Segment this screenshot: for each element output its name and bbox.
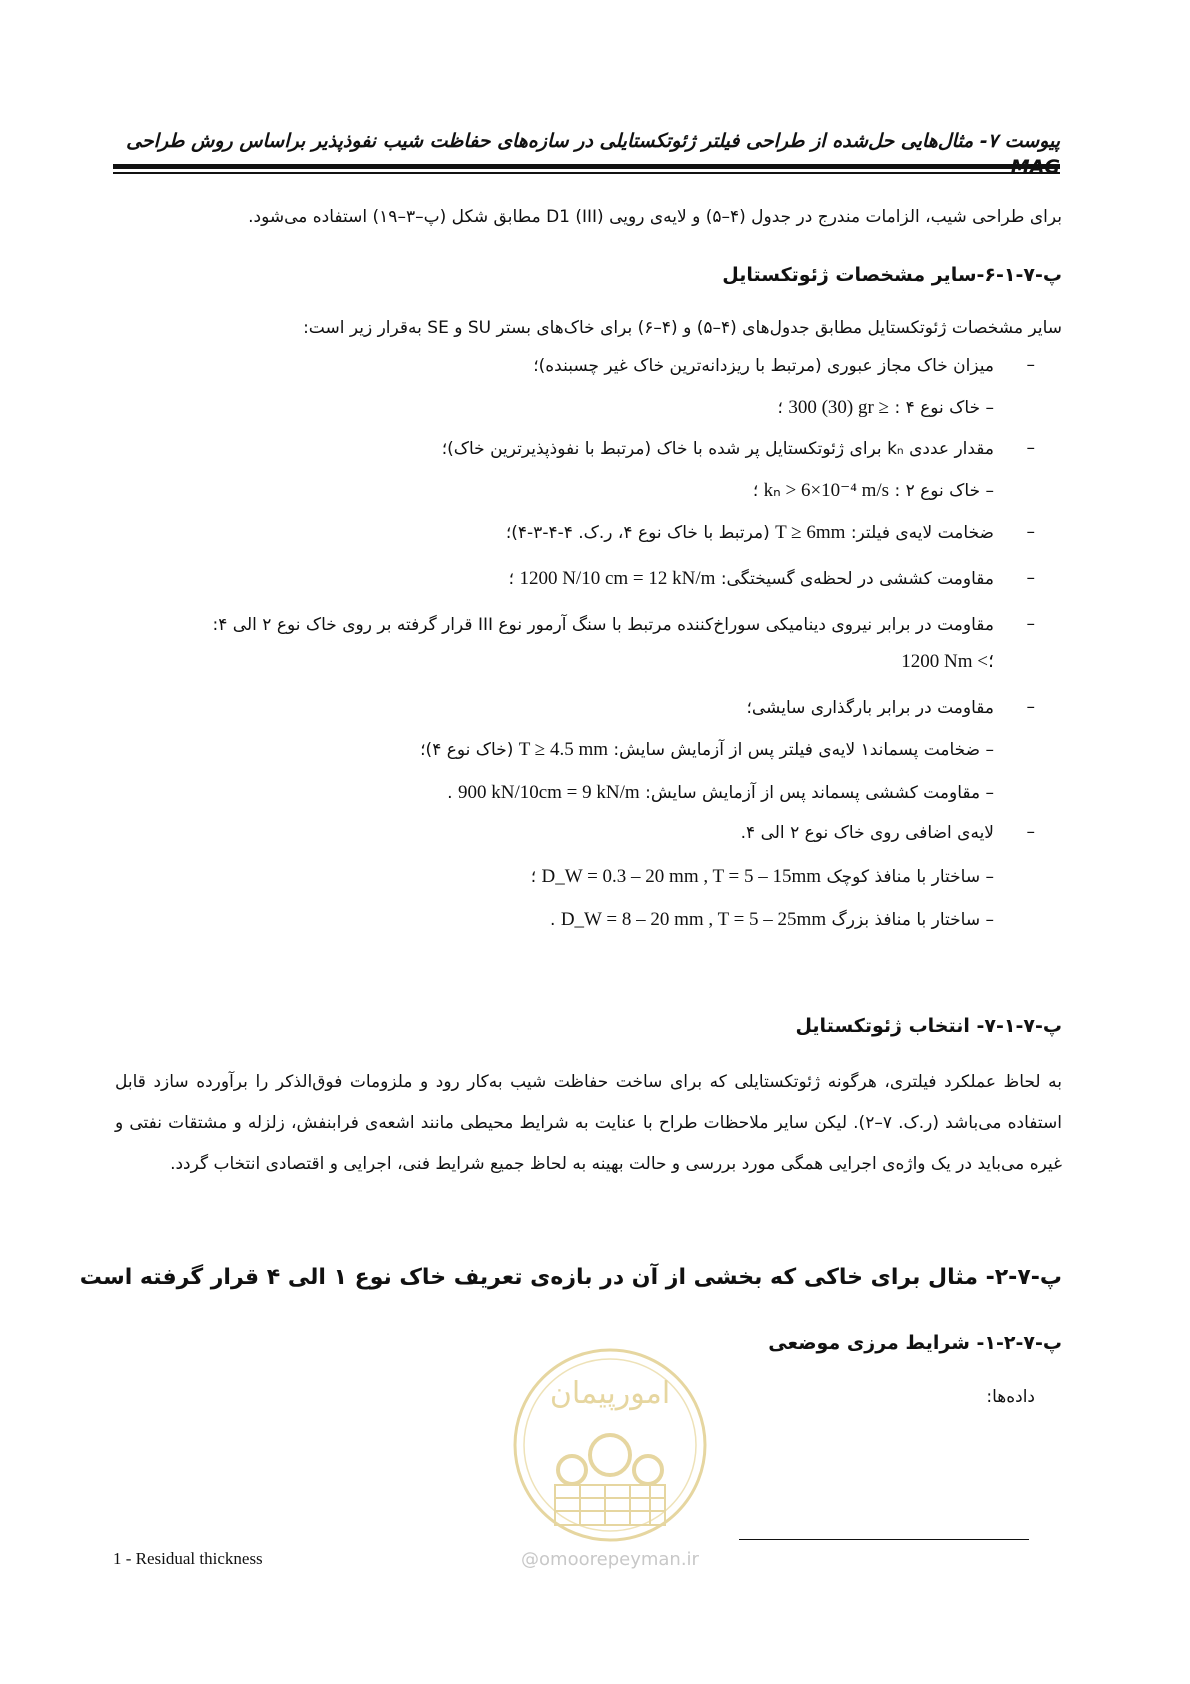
- bullet-dash: –: [1026, 822, 1035, 842]
- section-6-lead: سایر مشخصات ژئوتکستایل مطابق جدول‌های (۴–۵) و (۴–۶) برای خاک‌های بستر SU و SE به‌قرار زیر است:: [303, 318, 1062, 338]
- watermark-url: @omoorepeyman.ir: [521, 1549, 699, 1570]
- bullet-dash: –: [1026, 568, 1035, 588]
- data-label: داده‌ها:: [986, 1387, 1035, 1407]
- header-rule-thick: [113, 164, 1060, 169]
- list-item: مقاومت در برابر بارگذاری سایشی؛: [746, 698, 994, 718]
- header-rule-thin: [113, 172, 1060, 174]
- bullet-dash: –: [1026, 438, 1035, 458]
- sub-item: – ساختار با منافذ بزرگ D_W = 8 – 20 mm , T = 5 – 25mm .: [550, 909, 994, 930]
- footnote: 1 - Residual thickness: [113, 1549, 263, 1568]
- section-7-paragraph: به لحاظ عملکرد فیلتری، هرگونه ژئوتکستایلی که برای ساخت حفاظت شیب به‌کار رود و ملزومات فوق‌الذکر را برآورده سازد قابل استفاده می‌باشد (ر.ک. ۷–۲). لیکن سایر ملاحظات طراح با عنایت به شرایط محیطی مانند اشعه‌ی فرابنفش، زلزله و مشتقات نفتی و غیره می‌باید در یک واژه‌ی اجرایی همگی مورد بررسی و حالت بهینه به لحاظ جمیع شرایط فنی، اجرایی و اقتصادی انتخاب گردد.: [115, 1072, 1062, 1174]
- watermark-text: امورپیمان: [549, 1376, 671, 1411]
- section-heading-7: پ-۷-۱-۷- انتخاب ژئوتکستایل: [795, 1015, 1062, 1037]
- list-item-continuation: 1200 Nm <؛: [901, 651, 994, 672]
- watermark-logo: [490, 1335, 730, 1575]
- subsection-heading: پ-۷-۲-۱- شرایط مرزی موضعی: [768, 1332, 1062, 1354]
- list-item: مقاومت کششی در لحظه‌ی گسیختگی: 1200 N/10 cm = 12 kN/m ؛: [508, 568, 994, 589]
- bullet-dash: –: [1026, 355, 1035, 375]
- intro-paragraph: برای طراحی شیب، الزامات مندرج در جدول (۴–۵) و لایه‌ی رویی D1 (III) مطابق شکل (پ–۳–۱۹) استفاده می‌شود.: [248, 207, 1062, 227]
- bullet-dash: –: [1026, 614, 1035, 634]
- section-heading-2: پ-۷-۲- مثال برای خاکی که بخشی از آن در بازه‌ی تعریف خاک نوع ۱ الی ۴ قرار گرفته است: [79, 1265, 1062, 1290]
- bullet-dash: –: [1026, 522, 1035, 542]
- sub-item: – خاک نوع ۴ : 300 (30) gr ≥ ؛: [777, 397, 994, 418]
- running-header: پیوست ۷- مثال‌هایی حل‌شده از طراحی فیلتر ژئوتکستایلی در سازه‌های حفاظت شیب نفوذپذیر براساس روش طراحی: [126, 130, 1060, 152]
- sub-item: – ضخامت پسماند۱ لایه‌ی فیلتر پس از آزمایش سایش: T ≥ 4.5 mm (خاک نوع ۴)؛: [420, 739, 994, 760]
- list-item: لایه‌ی اضافی روی خاک نوع ۲ الی ۴.: [740, 823, 994, 843]
- sub-item: – ساختار با منافذ کوچک D_W = 0.3 – 20 mm , T = 5 – 15mm ؛: [530, 866, 994, 887]
- sub-item: – خاک نوع ۲ : kₙ > 6×10⁻⁴ m/s ؛: [752, 480, 994, 501]
- list-item: مقدار عددی kₙ برای ژئوتکستایل پر شده با خاک (مرتبط با نفوذپذیرترین خاک)؛: [441, 439, 994, 459]
- sub-item: – مقاومت کششی پسماند پس از آزمایش سایش: 900 kN/10cm = 9 kN/m .: [447, 782, 994, 803]
- list-item: میزان خاک مجاز عبوری (مرتبط با ریزدانه‌ترین خاک غیر چسبنده)؛: [533, 356, 994, 376]
- list-item: ضخامت لایه‌ی فیلتر: T ≥ 6mm (مرتبط با خاک نوع ۴، ر.ک. ۴-۴-۳-۴)؛: [505, 522, 994, 543]
- list-item: مقاومت در برابر نیروی دینامیکی سوراخ‌کننده مرتبط با سنگ آرمور نوع III قرار گرفته بر روی خاک نوع ۲ الی ۴:: [212, 615, 994, 635]
- footnote-rule: [739, 1539, 1029, 1540]
- section-heading-6: پ-۷-۱-۶-سایر مشخصات ژئوتکستایل: [722, 264, 1062, 286]
- bullet-dash: –: [1026, 697, 1035, 717]
